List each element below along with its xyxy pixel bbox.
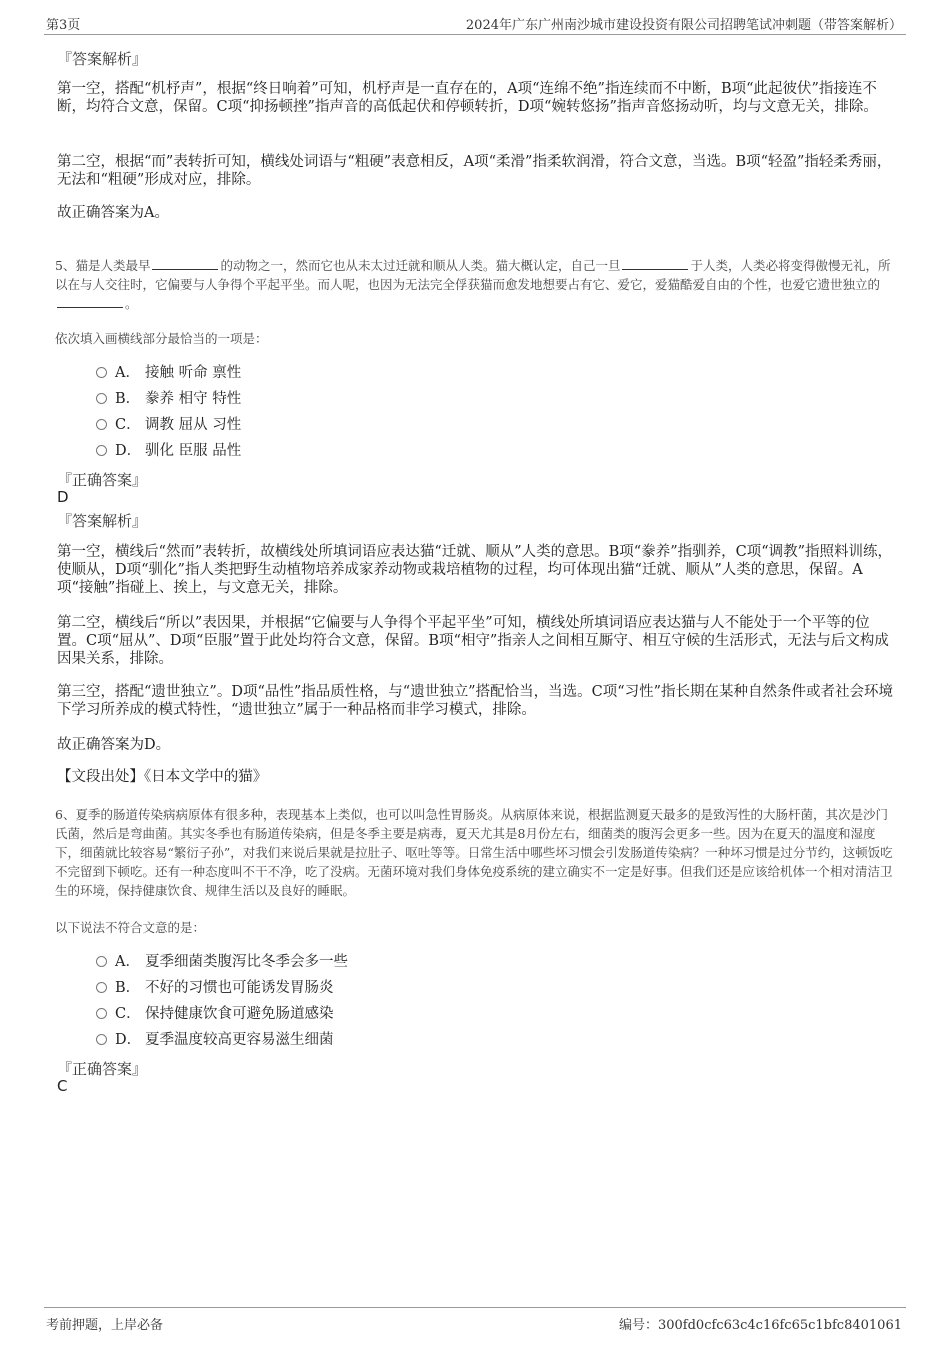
q6-option-b[interactable]: B． 不好的习惯也可能诱发胃肠炎 [96,978,334,998]
q5-prompt: 依次填入画横线部分最恰当的一项是： [55,331,268,346]
q6-option-d[interactable]: D． 夏季温度较高更容易滋生细菌 [96,1030,334,1050]
radio-button[interactable] [96,982,107,993]
radio-button[interactable] [96,956,107,967]
document-title: 2024年广东广州南沙城市建设投资有限公司招聘笔试冲刺题（带答案解析） [465,18,902,33]
blank-line [152,257,218,270]
q5-option-a[interactable]: A． 接触 听命 禀性 [96,363,241,383]
q5-option-c[interactable]: C． 调教 屈从 习性 [96,415,241,435]
q5-answer-label: 『正确答案』 [57,471,148,489]
q5-analysis-paragraph: 第一空，横线后“然而”表转折，故横线处所填词语应表达猫“迁就、顺从”人类的意思。B项“豢养”指驯养，C项“调教”指照料训练，使顺从，D项“驯化”指人类把野生动植物培养成家养动物或栽培植物的过程，均可体现出猫“迁就、顺从”人类的意思，保留。A项“接触”指碰上、挨上，与文意无关，排除。 [57,544,893,596]
page-header [44,14,906,35]
blank-line [622,257,688,270]
q5-option-b[interactable]: B． 豢养 相守 特性 [96,389,241,409]
q5-source: 【文段出处】《日本文学中的猫》 [57,769,268,785]
q6-answer: C [57,1077,68,1095]
footer-slogan: 考前押题，上岸必备 [46,1318,164,1333]
q4-analysis-paragraph: 第二空，根据“而”表转折可知，横线处词语与“粗硬”表意相反，A项“柔滑”指柔软润滑，符合文意，当选。B项“轻盈”指轻柔秀丽，无法和“粗硬”形成对应，排除。 [57,154,892,188]
q6-prompt: 以下说法不符合文意的是： [55,920,206,935]
q5-analysis-label: 『答案解析』 [57,512,148,530]
radio-button[interactable] [96,419,107,430]
footer-serial: 编号：300fd0cfc63c4c16fc65c1bfc8401061 [618,1318,902,1333]
radio-button[interactable] [96,1034,107,1045]
q4-analysis-label: 『答案解析』 [57,50,148,68]
q5-option-d[interactable]: D． 驯化 臣服 品性 [96,441,241,461]
radio-button[interactable] [96,367,107,378]
radio-button[interactable] [96,445,107,456]
q6-stem: 6、夏季的肠道传染病病原体有很多种，表现基本上类似，也可以叫急性胃肠炎。从病原体来说，根据监测夏天最多的是致泻性的大肠杆菌，其次是沙门氏菌，然后是弯曲菌。其实冬季也有肠道传染病，但是冬季主要是病毒，夏天尤其是8月份左右，细菌类的腹泻会更多一些。因为在夏天的温度和湿度下，细菌就比较容易“繁衍子孙”，对我们来说后果就是拉肚子、呕吐等等。日常生活中哪些坏习惯会引发肠道传染病？一种坏习惯是过分节约，这顿饭吃不完留到下顿吃。还有一种态度叫不干不净，吃了没病。无菌环境对我们身体免疫系统的建立确实不一定是好事。但我们还是应该给机体一个相对清洁卫生的环境，保持健康饮食、规律生活以及良好的睡眠。 [55,807,893,898]
q6-option-c[interactable]: C． 保持健康饮食可避免肠道感染 [96,1004,334,1024]
radio-button[interactable] [96,393,107,404]
q5-conclusion: 故正确答案为D。 [57,737,171,753]
q5-answer: D [57,488,69,506]
q6-option-a[interactable]: A． 夏季细菌类腹泻比冬季会多一些 [96,952,348,972]
page-number: 第3页 [46,18,81,33]
page-footer [44,1307,906,1332]
q5-stem: 5、猫是人类最早 的动物之一，然而它也从未太过迁就和顺从人类。猫大概认定，自己一旦 于人类，人类必将变得傲慢无礼，所以在与人交往时，它偏要与人争得个平起平坐。而人呢，也因为无法完全俘获猫而愈发地想要占有它、爱它，爱猫酷爱自由的个性，也爱它遗世独立的。 [55,258,891,311]
q5-analysis-paragraph: 第三空，搭配“遗世独立”。D项“品性”指品质性格，与“遗世独立”搭配恰当，当选。C项“习性”指长期在某种自然条件或者社会环境下学习所养成的模式特性，“遗世独立”属于一种品格而非学习模式，排除。 [57,684,894,718]
q4-analysis-paragraph: 第一空，搭配“机杼声”，根据“终日响着”可知，机杼声是一直存在的，A项“连绵不绝”指连续而不中断，B项“此起彼伏”指接连不断，均符合文意，保留。C项“抑扬顿挫”指声音的高低起伏和停顿转折，D项“婉转悠扬”指声音悠扬动听，均与文意无关，排除。 [57,81,878,115]
q6-answer-label: 『正确答案』 [57,1060,148,1078]
q5-analysis-paragraph: 第二空，横线后“所以”表因果，并根据“它偏要与人争得个平起平坐”可知，横线处所填词语应表达猫与人不能处于一个平等的位置。C项“屈从”、D项“臣服”置于此处均符合文意，保留。B项“相守”指亲人之间相互厮守、相互守候的生活形式，无法与后文构成因果关系，排除。 [57,615,889,667]
radio-button[interactable] [96,1008,107,1019]
blank-line [57,295,123,308]
q4-conclusion: 故正确答案为A。 [57,205,169,221]
